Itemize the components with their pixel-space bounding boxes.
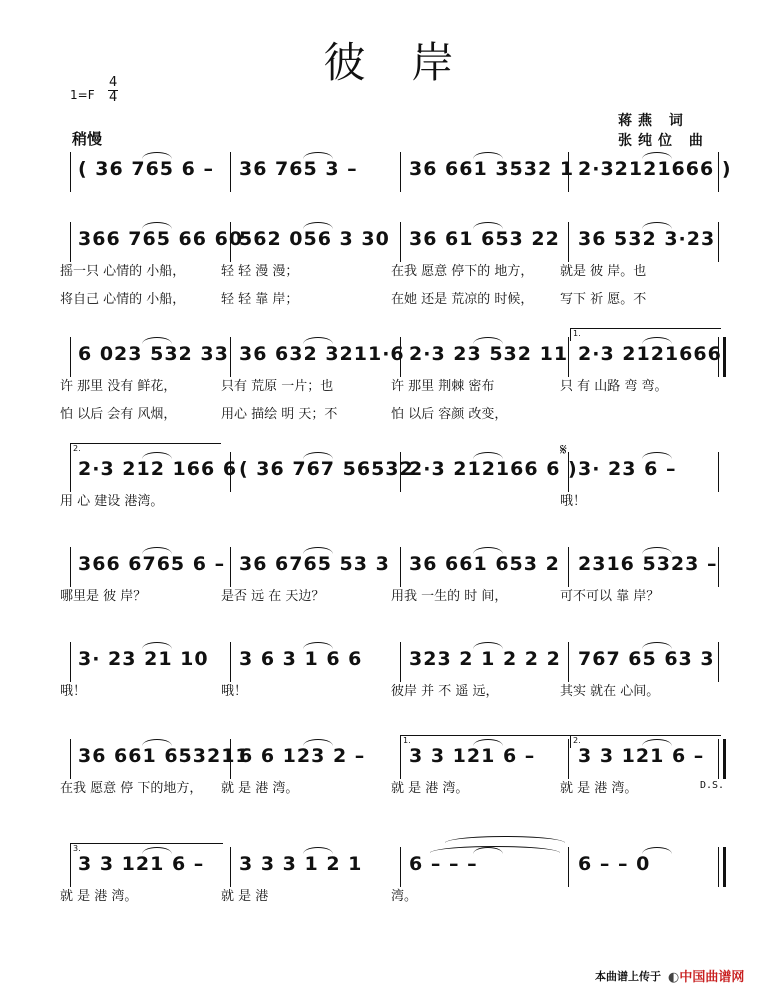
measure-notes: 36 661 653211 [78,745,250,767]
slur-arc [142,337,172,344]
barline [400,547,401,587]
barline [400,222,401,262]
barline [230,152,231,192]
lyric-line-1: 用我 一生的 时 间， [391,589,508,604]
slur-arc [473,152,503,159]
lyric-line-1: 哦！ [560,494,587,509]
measure-notes: 2·32121666 ) [578,158,732,180]
measure-notes: 36 632 3211·6 [239,343,405,365]
measure-notes: 6 – – 0 [578,853,651,875]
measure-notes: 2316 5323 – [578,553,718,575]
measure-notes: 3 3 121 6 – [409,745,536,767]
barline [568,847,569,887]
volta-bracket: 1. [400,735,573,748]
lyric-line-2: 将自己 心情的 小船， [60,292,186,307]
barline [718,847,726,887]
slur-arc [473,337,503,344]
slur-arc [642,152,672,159]
slur-arc [642,847,672,854]
measure-notes: 366 765 66 60 [78,228,244,250]
measure-notes: 2·3 23 532 11 [409,343,569,365]
slur-arc [142,547,172,554]
lyric-line-2: 怕 以后 容颜 改变， [391,407,508,422]
barline [70,547,71,587]
lyric-line-1: 用 心 建设 港湾。 [60,494,164,509]
lyric-line-1: 哦！ [60,684,87,699]
lyric-line-1: 彼岸 并 不 遥 远， [391,684,499,699]
barline [568,222,569,262]
lyric-line-1: 在我 愿意 停下的 地方， [391,264,534,279]
barline [70,739,71,779]
lyric-line-1: 哪里是 彼 岸？ [60,589,147,604]
lyric-line-1: 哦！ [221,684,248,699]
lyric-line-1: 就 是 港 [221,889,269,904]
measure-notes: 36 661 653 2 [409,553,560,575]
lyric-line-1: 可不可以 靠 岸？ [560,589,660,604]
lyricist-credit: 蒋燕 词 [618,113,689,129]
barline [70,152,71,192]
measure-notes: ( 36 767 56532 [239,458,414,480]
measure-notes: 36 661 3532 1 [409,158,575,180]
barline [230,547,231,587]
measure-notes: 36 765 3 – [239,158,358,180]
measure-notes: 3· 23 6 – [578,458,677,480]
measure-notes: 36 532 3·23 [578,228,716,250]
measure-notes: 2·3 2121666 [578,343,722,365]
dal-segno-mark: D.S. [700,780,725,791]
time-signature-top: 4 [109,75,118,90]
measure-notes: 767 65 63 3 [578,648,715,670]
lyric-line-1: 摇一只 心情的 小船， [60,264,186,279]
slur-arc [303,337,333,344]
barline [230,642,231,682]
slur-arc [142,222,172,229]
measure-notes: 366 6765 6 – [78,553,226,575]
measure-notes: 6 – – – [409,853,478,875]
measure-notes: 3 6 3 1 6 6 [239,648,363,670]
slur-arc [473,452,503,459]
measure-notes: 3 3 3 1 2 1 [239,853,363,875]
logo-mark-icon: ◐ [668,970,680,985]
slur-arc [473,222,503,229]
barline [400,152,401,192]
lyric-line-1: 就 是 港 湾。 [391,781,469,796]
long-slur [445,836,565,843]
lyric-line-2: 怕 以后 会有 风烟， [60,407,177,422]
barline [718,452,719,492]
slur-arc [473,547,503,554]
volta-bracket: 1. [570,328,721,341]
tempo-marking: 稍慢 [72,130,103,148]
key-signature: 1=F [70,88,95,102]
lyric-line-1: 湾。 [391,889,418,904]
slur-arc [642,222,672,229]
measure-notes: 562 056 3 30 [239,228,390,250]
slur-arc [303,642,333,649]
slur-arc [303,222,333,229]
segno-sign: 𝄋 [560,440,567,459]
barline [718,222,719,262]
composer-credit: 张纯位 曲 [618,133,709,149]
barline [568,337,569,377]
barline [70,642,71,682]
lyric-line-2: 用心 描绘 明 天；不 [221,407,338,422]
measure-notes: 2·3 212 166 6 [78,458,238,480]
lyric-line-1: 只 有 山路 弯 弯。 [560,379,668,394]
barline [400,642,401,682]
lyric-line-1: 是否 远 在 天边？ [221,589,325,604]
lyric-line-1: 许 那里 荆棘 密布 [391,379,495,394]
slur-arc [303,739,333,746]
lyric-line-1: 只有 荒原 一片；也 [221,379,334,394]
lyric-line-1: 轻 轻 漫 漫； [221,264,299,279]
slur-arc [142,739,172,746]
slur-arc [303,452,333,459]
lyric-line-1: 许 那里 没有 鲜花， [60,379,177,394]
slur-arc [642,642,672,649]
measure-notes: 6 6 123 2 – [239,745,366,767]
measure-notes: ( 36 765 6 – [78,158,214,180]
barline [230,337,231,377]
lyric-line-1: 其实 就在 心间。 [560,684,660,699]
measure-notes: 36 6765 53 3 [239,553,390,575]
barline [568,642,569,682]
measure-notes: 36 61 653 22 [409,228,560,250]
lyric-line-1: 就 是 港 湾。 [560,781,638,796]
lyric-line-1: 就是 彼 岸。也 [560,264,647,279]
volta-bracket: 2. [570,735,721,748]
measure-notes: 3· 23 21 10 [78,648,209,670]
long-slur [430,846,560,853]
measure-notes: 2·3 212166 6 ) [409,458,578,480]
song-title: 彼岸 [323,38,500,87]
lyric-line-1: 就 是 港 湾。 [221,781,299,796]
measure-notes: 6 023 532 33 [78,343,229,365]
barline [400,847,401,887]
barline [70,337,71,377]
measure-notes: 323 2 1 2 2 2 [409,648,561,670]
barline [70,452,71,492]
volta-bracket: 3. [70,843,223,856]
barline [230,847,231,887]
lyric-line-2: 写下 祈 愿。不 [560,292,647,307]
measure-notes: 3 3 121 6 – [578,745,705,767]
slur-arc [642,452,672,459]
footer-upload-text: 本曲谱上传于 [595,970,661,983]
slur-arc [142,642,172,649]
slur-arc [642,547,672,554]
slur-arc [142,152,172,159]
time-signature-bottom: 4 [109,90,118,105]
barline [718,642,719,682]
barline [568,547,569,587]
lyric-line-2: 在她 还是 荒凉的 时候， [391,292,534,307]
lyric-line-1: 就 是 港 湾。 [60,889,138,904]
time-signature [108,76,118,105]
slur-arc [303,547,333,554]
measure-notes: 3 3 121 6 – [78,853,205,875]
slur-arc [473,642,503,649]
slur-arc [303,152,333,159]
lyric-line-1: 在我 愿意 停 下的地方， [60,781,203,796]
lyric-line-2: 轻 轻 靠 岸； [221,292,299,307]
volta-bracket: 2. [70,443,221,456]
site-logo[interactable]: ◐中国曲谱网 [668,970,745,985]
slur-arc [303,847,333,854]
barline [70,222,71,262]
barline [718,547,719,587]
